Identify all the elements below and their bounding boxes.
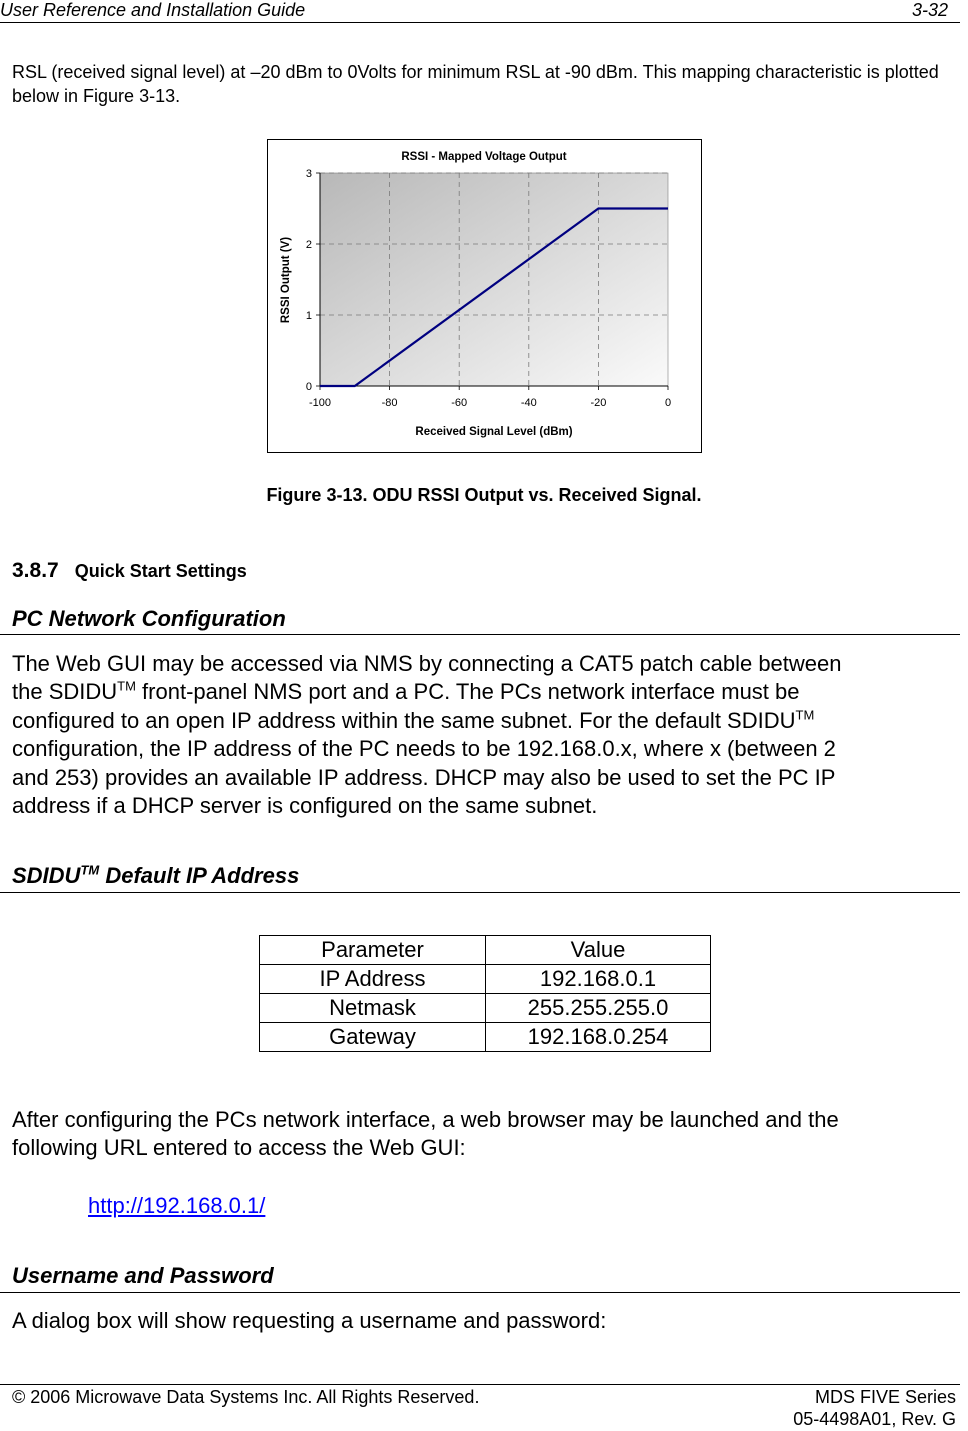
x-tick-label: 0 [664, 397, 672, 409]
pc-network-line: address if a DHCP server is configured on the same subnet. [12, 793, 598, 819]
default-ip-rule [0, 892, 960, 893]
y-tick-label: 1 [305, 310, 312, 322]
y-tick-label: 0 [305, 381, 312, 393]
table-cell: Gateway [260, 1023, 486, 1052]
x-tick-label: -60 [451, 397, 468, 409]
pc-network-line: the SDIDU™ front-panel NMS port and a PC. The PCs network interface must be [12, 679, 800, 705]
table-cell: Netmask [260, 994, 486, 1023]
browser-paragraph [12, 1106, 957, 1163]
pc-network-rule [0, 634, 960, 635]
x-tick-label: -20 [590, 397, 607, 409]
rssi-chart [267, 139, 702, 453]
footer-series: MDS FIVE Series [814, 1387, 956, 1407]
section-title: Quick Start Settings [74, 561, 247, 581]
default-ip-heading: SDIDU™ Default IP Address [12, 862, 300, 888]
intro-paragraph: RSL (received signal level) at –20 dBm to 0Volts for minimum RSL at -90 dBm. This mapping characteristic is plotted below in Figure 3-13. [12, 62, 939, 106]
table-row [260, 965, 711, 994]
figure-caption: Figure 3-13. ODU RSSI Output vs. Received Signal. [266, 485, 702, 505]
x-tick-label: -40 [520, 397, 537, 409]
pc-network-paragraph [12, 650, 968, 820]
table-cell: 192.168.0.254 [486, 1023, 711, 1052]
table-header-row [260, 936, 711, 965]
table-row [260, 994, 711, 1023]
credentials-rule [0, 1292, 960, 1293]
footer-rule [0, 1384, 960, 1385]
plot-area [320, 173, 668, 386]
x-axis-label: Received Signal Level (dBm) [415, 426, 573, 438]
header-title: User Reference and Installation Guide [0, 0, 306, 20]
browser-line: After configuring the PCs network interface, a web browser may be launched and the [12, 1107, 839, 1132]
credentials-paragraph: A dialog box will show requesting a username and password: [12, 1308, 607, 1333]
page-number: 3-32 [911, 0, 948, 20]
footer-doc-number: 05-4498A01, Rev. G [793, 1409, 956, 1429]
section-heading [12, 559, 247, 583]
y-tick-label: 2 [305, 239, 312, 251]
default-ip-table [259, 935, 711, 1052]
table-cell: IP Address [260, 965, 486, 994]
table-header-cell: Value [486, 936, 711, 965]
pc-network-heading: PC Network Configuration [12, 606, 286, 631]
y-tick-label: 3 [305, 168, 312, 180]
table-row [260, 1023, 711, 1052]
pc-network-line: and 253) provides an available IP address. DHCP may also be used to set the PC IP [12, 764, 836, 790]
browser-line: following URL entered to access the Web GUI: [12, 1135, 466, 1161]
pc-network-line: The Web GUI may be accessed via NMS by connecting a CAT5 patch cable between [12, 651, 842, 676]
table-cell: 255.255.255.0 [486, 994, 711, 1023]
table-header-cell: Parameter [260, 936, 486, 965]
y-axis-label: RSSI Output (V) [280, 236, 292, 324]
pc-network-line: configuration, the IP address of the PC needs to be 192.168.0.x, where x (between 2 [12, 736, 836, 762]
section-number: 3.8.7 [12, 559, 59, 582]
pc-network-line: configured to an open IP address within the same subnet. For the default SDIDU™ [12, 707, 815, 733]
rssi-chart-svg [268, 140, 701, 452]
chart-title: RSSI - Mapped Voltage Output [401, 151, 567, 163]
credentials-heading: Username and Password [12, 1263, 274, 1288]
x-tick-label: -100 [308, 397, 332, 409]
table-cell: 192.168.0.1 [486, 965, 711, 994]
header-rule [0, 22, 960, 23]
x-tick-label: -80 [381, 397, 398, 409]
web-gui-link[interactable]: http://192.168.0.1/ [88, 1193, 266, 1218]
footer-copyright: © 2006 Microwave Data Systems Inc. All Rights Reserved. [12, 1387, 480, 1407]
